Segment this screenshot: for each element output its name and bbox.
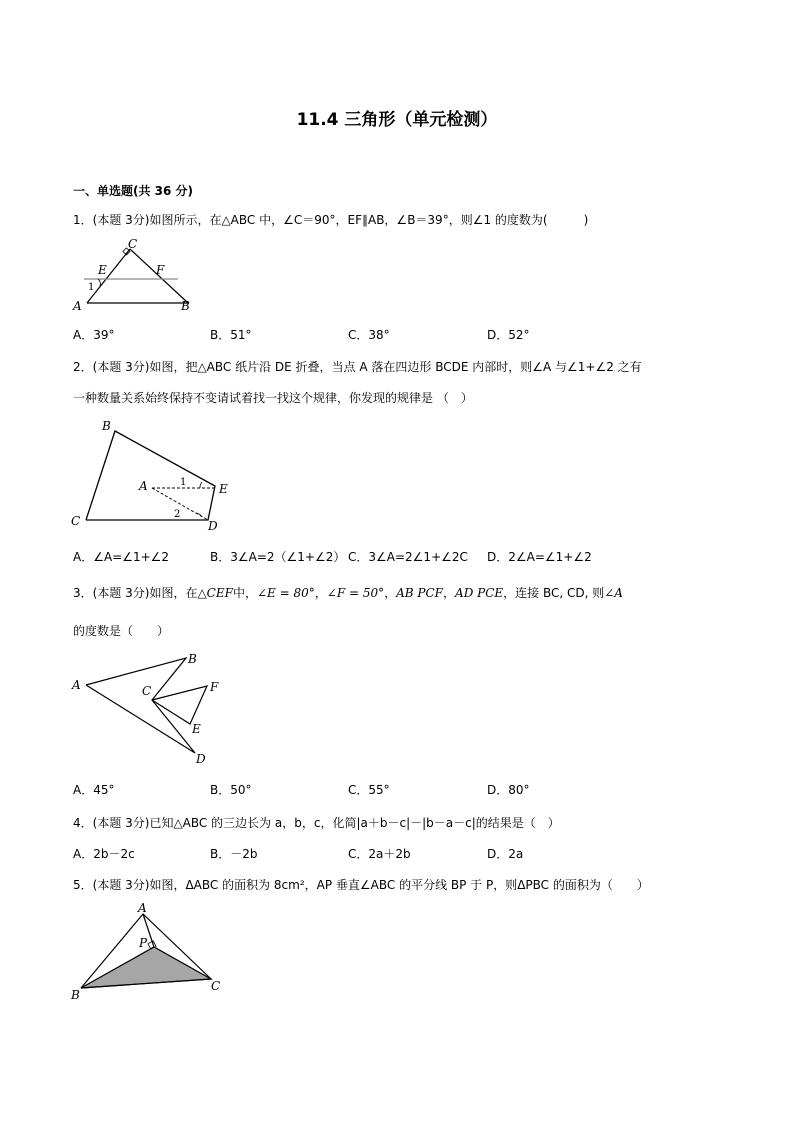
q1-option-d[interactable]: D．52° — [487, 328, 530, 342]
q5-label-A: A — [138, 901, 147, 915]
q1-label-C: C — [128, 238, 138, 251]
q2-label-A: A — [139, 479, 148, 493]
q3-prefix: 3．(本题 3分)如图，在 — [73, 586, 198, 600]
q3-angle-a: ∠A — [604, 586, 623, 600]
section-heading: 一、单选题(共 36 分) — [73, 184, 194, 198]
question-2-line-2: 一种数量关系始终保持不变请试着找一找这个规律，你发现的规律是 （ ） — [73, 391, 473, 405]
question-4-text: 4．(本题 3分)已知△ABC 的三边长为 a，b，c，化简|a＋b－c|－|b－a－c|的结果是（ ） — [73, 816, 560, 830]
question-2-line-1: 2．(本题 3分)如图，把△ABC 纸片沿 DE 折叠，当点 A 落在四边形 BCDE 内部时，则∠A 与∠1+∠2 之有 — [73, 360, 642, 374]
q3-label-B: B — [188, 652, 197, 666]
q2-option-c[interactable]: C．3∠A=2∠1+∠2C — [348, 550, 468, 564]
q3-angle-f: ∠F = 50° — [326, 586, 385, 600]
q5-label-P: P — [139, 936, 148, 950]
q2-option-b[interactable]: B．3∠A=2（∠1+∠2） — [210, 550, 346, 564]
q3-label-D: D — [196, 752, 206, 766]
question-5-text: 5．(本题 3分)如图，ΔABC 的面积为 8cm²，AP 垂直∠ABC 的平分线 BP 于 P，则ΔPBC 的面积为（ ） — [73, 878, 649, 892]
q2-label-D: D — [208, 519, 218, 533]
q3-label-C: C — [142, 684, 152, 698]
question-5-figure — [68, 900, 228, 1005]
q2-label-E: E — [219, 482, 228, 496]
q3-label-E: E — [192, 722, 201, 736]
q3-angle-e: ∠E = 80° — [256, 586, 315, 600]
question-2-figure — [68, 418, 243, 536]
q4-option-a[interactable]: A．2b－2c — [73, 847, 135, 861]
q3-sep3: ， — [443, 586, 456, 600]
q1-label-E: E — [98, 263, 107, 277]
question-1-figure — [70, 238, 200, 313]
q3-triangle: △CEF — [197, 586, 233, 600]
q4-option-b[interactable]: B．－2b — [210, 847, 258, 861]
q3-parallel-1: AB PCF — [396, 586, 444, 600]
q2-label-2: 2 — [174, 509, 181, 520]
q4-option-c[interactable]: C．2a＋2b — [348, 847, 411, 861]
q2-label-C: C — [71, 514, 81, 528]
question-3-line-2: 的度数是（ ） — [73, 624, 170, 638]
q5-label-B: B — [71, 988, 80, 1002]
q5-label-C: C — [211, 979, 221, 993]
question-3-line-1 — [73, 584, 623, 601]
q3-sep1: ， — [314, 586, 327, 600]
q4-option-d[interactable]: D．2a — [487, 847, 524, 861]
q3-option-d[interactable]: D．80° — [487, 783, 530, 797]
q2-label-1: 1 — [180, 477, 187, 488]
question-1-text: 1．(本题 3分)如图所示，在△ABC 中，∠C＝90°，EF∥AB，∠B＝39°，则∠1 的度数为( ) — [73, 213, 589, 227]
q2-option-a[interactable]: A．∠A=∠1+∠2 — [73, 550, 170, 564]
q1-label-1: 1 — [88, 282, 95, 293]
q1-option-b[interactable]: B．51° — [210, 328, 252, 342]
q3-option-c[interactable]: C．55° — [348, 783, 390, 797]
q3-label-F: F — [210, 680, 219, 694]
q3-mid1: 中， — [232, 586, 257, 600]
q1-label-A: A — [73, 299, 82, 313]
q1-label-F: F — [156, 263, 165, 277]
q3-sep2: ， — [384, 586, 397, 600]
q3-mid2: ，连接 BC, CD, 则 — [503, 586, 605, 600]
question-3-figure — [68, 648, 228, 768]
q1-label-B: B — [181, 299, 190, 313]
q2-option-d[interactable]: D．2∠A=∠1+∠2 — [487, 550, 592, 564]
q1-option-c[interactable]: C．38° — [348, 328, 390, 342]
q3-option-a[interactable]: A．45° — [73, 783, 115, 797]
page-title: 11.4 三角形（单元检测） — [296, 110, 498, 130]
q3-label-A: A — [72, 678, 81, 692]
q3-parallel-2: AD PCE — [455, 586, 504, 600]
q1-option-a[interactable]: A．39° — [73, 328, 115, 342]
q2-label-B: B — [102, 419, 111, 433]
q3-option-b[interactable]: B．50° — [210, 783, 252, 797]
